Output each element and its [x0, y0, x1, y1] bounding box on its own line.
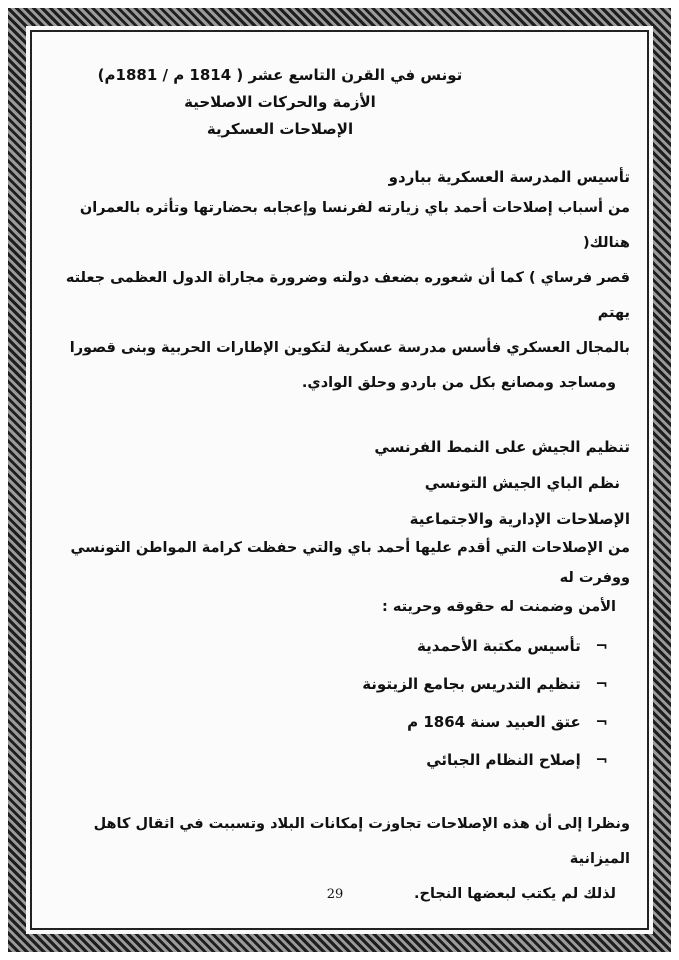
list-item-text: تنظيم التدريس بجامع الزيتونة — [362, 675, 581, 693]
section-heading-admin-reforms: الإصلاحات الإدارية والاجتماعية — [409, 510, 630, 528]
list-item — [40, 741, 630, 779]
page-content — [40, 40, 630, 910]
paragraph-line: من الإصلاحات التي أقدم عليها أحمد باي والتي حفظت كرامة المواطن التونسي ووفرت له — [70, 540, 630, 586]
bullet-marker: ¬ — [595, 713, 608, 731]
paragraph-line: من أسباب إصلاحات أحمد باي زيارته لفرنسا وإعجابه بحضارتها وتأثره بالعمران هنالك( — [79, 200, 630, 251]
paragraph-line: قصر فرساي ) كما أن شعوره بضعف دولته وضرورة مجاراة الدول العظمى جعلته يهتم — [65, 270, 630, 321]
list-item — [40, 627, 630, 665]
paragraph-line: الأمن وضمنت له حقوقه وحريته : — [382, 599, 616, 615]
title-line-1: تونس في القرن التاسع عشر ( 1814 م / 1881م) — [97, 66, 463, 84]
paragraph-line: بالمجال العسكري فأسس مدرسة عسكرية لتكوين الإطارات الحربية وبنى قصورا — [69, 340, 630, 356]
list-item — [40, 703, 630, 741]
page-number: 29 — [326, 887, 344, 902]
list-item-text: تأسيس مكتبة الأحمدية — [417, 637, 581, 655]
reforms-list — [40, 627, 630, 779]
section-subheading: نظم الباي الجيش التونسي — [424, 474, 620, 492]
list-item-text: عتق العبيد سنة 1864 م — [407, 713, 581, 731]
section-heading-army-organization: تنظيم الجيش على النمط الفرنسي — [374, 438, 630, 456]
title-line-3: الإصلاحات العسكرية — [206, 120, 354, 138]
paragraph-line: لذلك لم يكتب لبعضها النجاح. — [414, 886, 616, 902]
paragraph-line: ونظرا إلى أن هذه الإصلاحات تجاوزت إمكانات البلاد وتسببت في اثقال كاهل الميزانية — [93, 816, 630, 867]
bullet-marker: ¬ — [595, 751, 608, 769]
list-item-text: إصلاح النظام الجبائي — [426, 751, 581, 769]
section-heading-military-school: تأسيس المدرسة العسكرية بباردو — [388, 168, 630, 186]
bullet-marker: ¬ — [595, 675, 608, 693]
title-line-2: الأزمة والحركات الاصلاحية — [184, 93, 376, 111]
title-block — [40, 62, 630, 143]
bullet-marker: ¬ — [595, 637, 608, 655]
list-item — [40, 665, 630, 703]
paragraph-line: ومساجد ومصانع بكل من باردو وحلق الوادي. — [301, 375, 616, 391]
